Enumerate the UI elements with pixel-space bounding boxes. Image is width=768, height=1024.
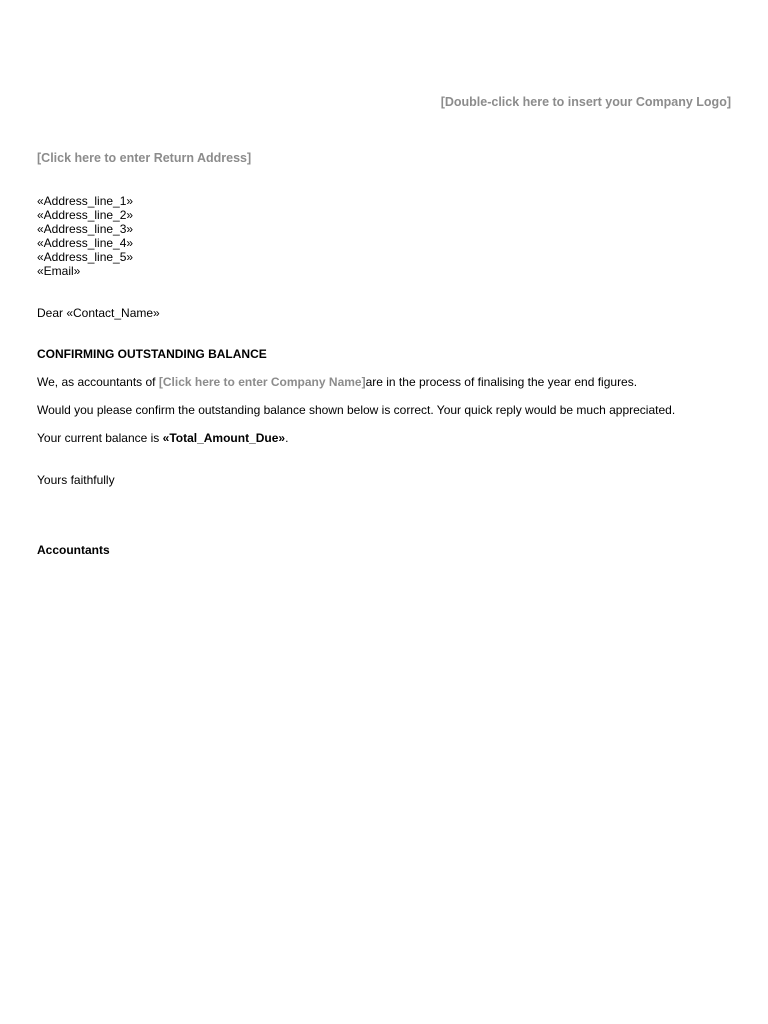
paragraph-intro xyxy=(37,375,637,389)
company-name-placeholder[interactable]: [Click here to enter Company Name] xyxy=(158,375,366,389)
paragraph-intro-prefix: We, as accountants of xyxy=(37,375,159,389)
company-logo-placeholder[interactable]: [Double-click here to insert your Company Logo] xyxy=(440,95,731,109)
address-line-1: «Address_line_1» xyxy=(37,194,134,208)
return-address-placeholder[interactable]: [Click here to enter Return Address] xyxy=(37,151,252,165)
total-amount-due-field: «Total_Amount_Due» xyxy=(162,431,286,445)
address-line-5: «Address_line_5» xyxy=(37,250,134,264)
closing-line: Yours faithfully xyxy=(37,473,115,487)
balance-suffix: . xyxy=(285,431,289,445)
address-line-2: «Address_line_2» xyxy=(37,208,134,222)
salutation: Dear «Contact_Name» xyxy=(37,306,160,320)
paragraph-balance xyxy=(37,431,288,445)
paragraph-request: Would you please confirm the outstanding balance shown below is correct. Your quick reply would be much appreciated. xyxy=(37,403,676,417)
signature: Accountants xyxy=(37,543,110,557)
address-line-3: «Address_line_3» xyxy=(37,222,134,236)
address-line-4: «Address_line_4» xyxy=(37,236,134,250)
balance-prefix: Your current balance is xyxy=(37,431,163,445)
paragraph-intro-suffix: are in the process of finalising the year end figures. xyxy=(365,375,638,389)
recipient-address-block xyxy=(37,194,133,278)
email-line: «Email» xyxy=(37,264,81,278)
letter-subject: CONFIRMING OUTSTANDING BALANCE xyxy=(37,347,267,361)
